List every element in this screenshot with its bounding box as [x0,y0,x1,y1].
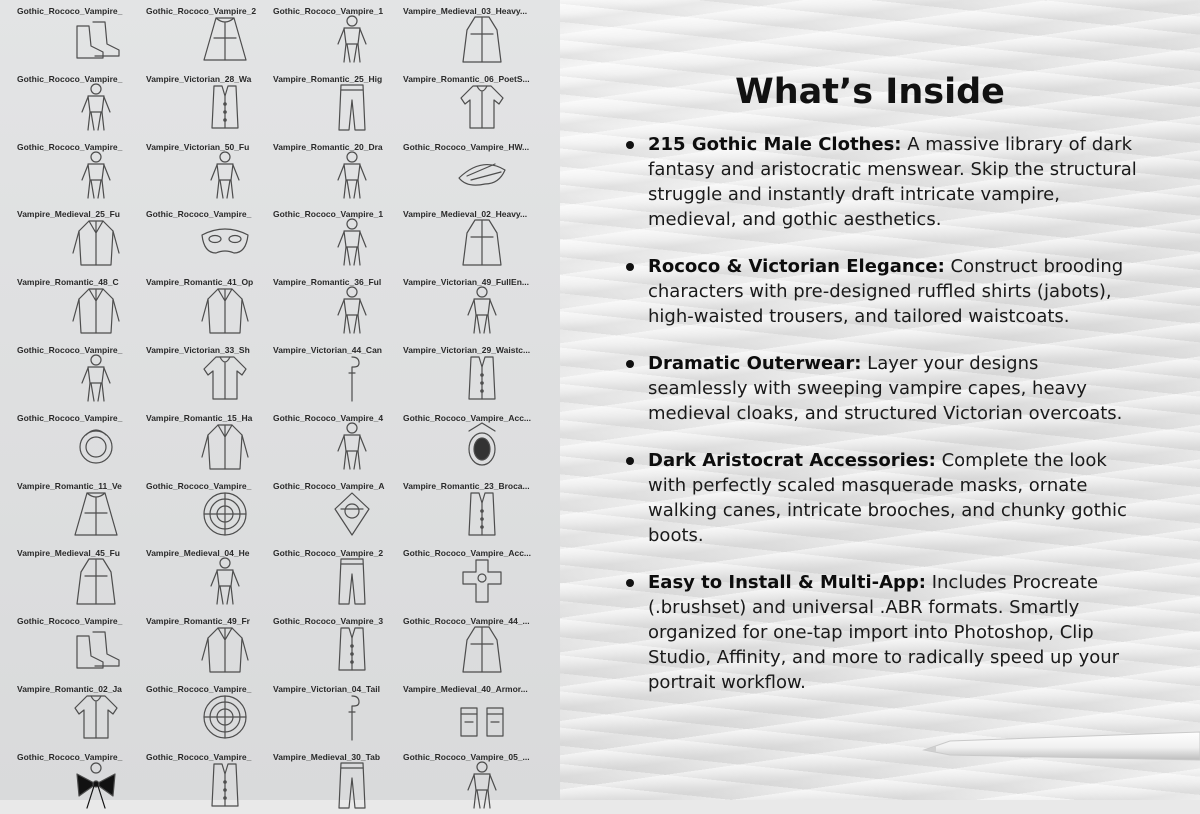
brush-item[interactable] [146,339,276,406]
shirt-icon [198,353,252,403]
feature-description: Construct brooding characters with pre-designed ruffled shirts (jabots), high-waisted trousers, and tailored waistcoats. [648,256,1124,327]
brush-label: Vampire_Romantic_06_PoetS... [403,73,530,84]
brush-item[interactable] [146,610,276,677]
brush-label: Vampire_Medieval_40_Armor... [403,684,528,694]
brush-item[interactable] [146,68,276,135]
brush-item[interactable] [403,0,533,67]
brush-item[interactable] [403,271,533,338]
figure-icon [198,150,252,200]
robe-icon [455,624,509,674]
figure-icon [325,285,379,335]
brush-item[interactable] [17,610,147,677]
boots-icon [69,624,123,674]
brush-item[interactable] [146,203,276,270]
trousers-icon [325,82,379,132]
coat-icon [69,285,123,335]
brush-label: Gothic_Rococo_Vampire_ [17,141,123,152]
brush-label: Vampire_Romantic_41_Op [146,277,254,288]
brush-item[interactable] [273,610,403,677]
cross-icon [455,556,509,606]
figure-icon [325,14,379,64]
figure-icon [325,217,379,267]
brush-item[interactable] [273,475,403,542]
cane-icon [325,353,379,403]
trousers-icon [325,760,379,810]
brush-label: Gothic_Rococo_Vampire_ [146,480,252,491]
brush-label: Vampire_Romantic_23_Broca... [403,480,530,491]
brush-label: Vampire_Victorian_44_Can [273,345,382,355]
feature-title: Dark Aristocrat Accessories: [648,450,936,471]
feature-title: Rococo & Victorian Elegance: [648,256,945,277]
feature-item [626,351,1141,426]
brush-label: Vampire_Romantic_15_Ha [146,412,253,423]
cane-icon [325,692,379,742]
brush-label: Gothic_Rococo_Vampire_1 [273,209,384,220]
brush-label: Gothic_Rococo_Vampire_ [17,616,123,627]
cape-icon [69,489,123,539]
vest-icon [325,624,379,674]
brush-label: Gothic_Rococo_Vampire_2 [273,548,384,559]
feature-list [626,132,1141,717]
brush-item[interactable] [17,203,147,270]
feature-title: Easy to Install & Multi-App: [648,572,926,593]
ring-icon [69,421,123,471]
brush-item[interactable] [273,746,403,813]
brush-item[interactable] [17,475,147,542]
brush-label: Vampire_Victorian_28_Wa [146,73,252,84]
brush-label: Gothic_Rococo_Vampire_1 [273,6,384,16]
brush-item[interactable] [17,0,147,67]
brush-label: Vampire_Victorian_33_Sh [146,345,250,355]
cape-icon [198,14,252,64]
brush-label: Gothic_Rococo_Vampire_ [17,6,123,16]
brush-item[interactable] [273,271,403,338]
brush-label: Gothic_Rococo_Vampire_Acc... [403,412,532,423]
coat-icon [69,217,123,267]
brush-item[interactable] [146,271,276,338]
brush-label: Gothic_Rococo_Vampire_4 [273,412,384,423]
feature-title: Dramatic Outerwear: [648,353,862,374]
brush-label: Vampire_Medieval_04_He [146,548,250,559]
feature-description: Layer your designs seamlessly with sweeping vampire capes, heavy medieval cloaks, and structured Victorian overcoats. [648,353,1123,424]
feature-description: Complete the look with perfectly scaled masquerade masks, ornate walking canes, intricate brooches, and chunky gothic boots. [648,450,1127,546]
figure-icon [69,150,123,200]
bullet-icon [626,360,634,368]
vest-icon [198,760,252,810]
shirt-icon [69,692,123,742]
brush-item[interactable] [17,542,147,609]
brush-item[interactable] [273,542,403,609]
brush-label: Gothic_Rococo_Vampire_HW... [403,141,530,152]
brush-item[interactable] [17,678,147,745]
bullet-icon [626,579,634,587]
coat-icon [198,421,252,471]
brush-label: Vampire_Victorian_50_Fu [146,141,250,152]
whats-inside-panel [560,0,1200,800]
brush-label: Vampire_Medieval_45_Fu [17,548,121,559]
brush-label: Vampire_Victorian_49_FullEn... [403,277,529,288]
brooch-icon [325,489,379,539]
brush-item[interactable] [146,475,276,542]
mask-icon [198,217,252,267]
brush-item[interactable] [403,746,533,813]
vest-icon [455,489,509,539]
brush-item[interactable] [403,678,533,745]
brush-label: Vampire_Romantic_20_Dra [273,141,383,152]
brush-item[interactable] [146,542,276,609]
brush-item[interactable] [146,678,276,745]
figure-icon [69,82,123,132]
brush-label: Vampire_Romantic_36_Ful [273,277,382,288]
figure-icon [455,760,509,810]
feature-title: 215 Gothic Male Clothes: [648,134,902,155]
brush-label: Gothic_Rococo_Vampire_ [17,412,123,423]
brush-item[interactable] [273,203,403,270]
figure-icon [325,421,379,471]
brush-label: Gothic_Rococo_Vampire_ [146,751,252,762]
brush-library-panel [0,0,560,800]
brush-label: Vampire_Victorian_29_Waistc... [403,345,531,355]
brush-label: Gothic_Rococo_Vampire_ [146,684,252,694]
brush-item[interactable] [403,339,533,406]
feature-description: A massive library of dark fantasy and aristocratic menswear. Skip the structural struggle and instantly draft intricate vampire, medieval, and gothic aesthetics. [648,134,1137,230]
vest-icon [455,353,509,403]
brush-label: Vampire_Medieval_25_Fu [17,209,121,220]
brush-label: Gothic_Rococo_Vampire_Acc... [403,548,532,559]
ornament-icon [198,489,252,539]
whats-inside-title: What’s Inside [735,72,1005,112]
brush-label: Gothic_Rococo_Vampire_05_... [403,751,530,762]
bullet-icon [626,141,634,149]
brush-label: Gothic_Rococo_Vampire_2 [146,6,257,16]
brush-item[interactable] [273,0,403,67]
brush-label: Vampire_Medieval_30_Tab [273,751,381,762]
brush-label: Gothic_Rococo_Vampire_44_... [403,616,530,627]
bow-icon [69,760,123,810]
brush-label: Gothic_Rococo_Vampire_ [17,751,123,762]
brush-item[interactable] [403,68,533,135]
brush-label: Gothic_Rococo_Vampire_ [17,73,123,84]
stylus-pencil-icon [922,728,1200,768]
brush-item[interactable] [403,610,533,677]
brush-item[interactable] [403,475,533,542]
boots-icon [69,14,123,64]
shirt-icon [455,82,509,132]
brush-item[interactable] [146,746,276,813]
brush-item[interactable] [17,271,147,338]
figure-icon [69,353,123,403]
brush-label: Gothic_Rococo_Vampire_A [273,480,385,491]
brush-label: Vampire_Medieval_03_Heavy... [403,6,528,16]
feature-item [626,570,1141,695]
brush-item[interactable] [146,0,276,67]
brush-item[interactable] [403,136,533,203]
bullet-icon [626,457,634,465]
feature-item [626,132,1141,232]
brush-item[interactable] [403,407,533,474]
brush-label: Vampire_Romantic_02_Ja [17,684,122,694]
figure-icon [325,150,379,200]
brush-item[interactable] [146,407,276,474]
brush-item[interactable] [273,68,403,135]
brush-item[interactable] [273,339,403,406]
brush-label: Gothic_Rococo_Vampire_3 [273,616,384,627]
coat-icon [198,624,252,674]
vest-icon [198,82,252,132]
robe-icon [69,556,123,606]
brush-item[interactable] [17,746,147,813]
hat-icon [455,150,509,200]
trousers-icon [325,556,379,606]
brush-item[interactable] [403,542,533,609]
feature-item [626,448,1141,548]
brush-item[interactable] [273,678,403,745]
brush-label: Vampire_Romantic_11_Ve [17,480,122,491]
brush-label: Gothic_Rococo_Vampire_ [17,345,123,355]
brush-label: Gothic_Rococo_Vampire_ [146,209,252,220]
brush-item[interactable] [146,136,276,203]
brush-label: Vampire_Romantic_25_Hig [273,73,383,84]
brush-item[interactable] [273,407,403,474]
ornament-icon [198,692,252,742]
brush-item[interactable] [17,136,147,203]
coat-icon [198,285,252,335]
robe-icon [455,217,509,267]
gloves-icon [455,692,509,742]
figure-icon [198,556,252,606]
brush-item[interactable] [17,339,147,406]
brush-label: Vampire_Medieval_02_Heavy... [403,209,528,220]
brush-item[interactable] [17,407,147,474]
brush-item[interactable] [403,203,533,270]
bullet-icon [626,263,634,271]
cameo-icon [455,421,509,471]
robe-icon [455,14,509,64]
feature-item [626,254,1141,329]
brush-item[interactable] [17,68,147,135]
figure-icon [455,285,509,335]
feature-description: Includes Procreate (.brushset) and universal .ABR formats. Smartly organized for one-tap import into Photoshop, Clip Studio, Affinity, and more to radically speed up your portrait workflow. [648,572,1120,693]
brush-item[interactable] [273,136,403,203]
brush-label: Vampire_Victorian_04_Tail [273,684,380,694]
brush-label: Vampire_Romantic_48_C [17,277,119,288]
brush-label: Vampire_Romantic_49_Fr [146,616,250,627]
